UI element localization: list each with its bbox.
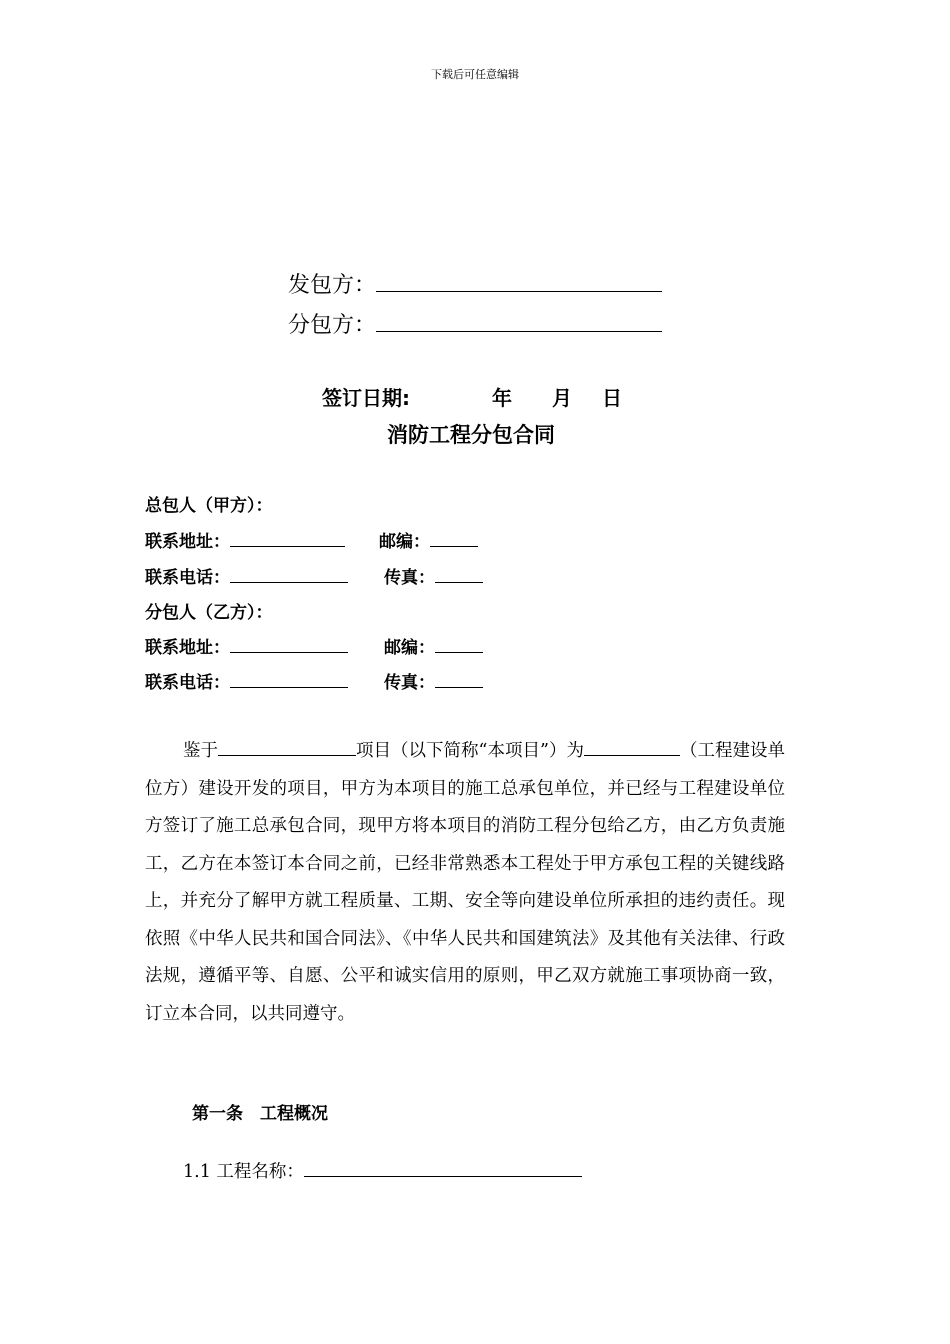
preamble-paragraph [145,733,785,1033]
sign-date-day: 日 [602,386,622,410]
developer-blank[interactable] [584,739,680,756]
party-a-phone-row [145,563,348,588]
party-a-postcode-blank[interactable] [430,530,478,547]
preamble-part-1: 鉴于 [183,741,219,761]
party-b-fax-row [384,668,483,693]
party-b-phone-blank[interactable] [230,671,348,688]
party-a-phone-label: 联系电话： [145,568,230,588]
party-b-address-row [145,633,348,658]
party-b-heading: 分包人（乙方）： [145,603,273,623]
party-a-address-row [145,527,345,552]
party-a-postcode-label: 邮编： [379,532,430,552]
subcontractor-label: 分包方： [288,313,377,338]
party-a-postcode-row [379,527,478,552]
contractor-line [288,268,662,299]
party-a-heading: 总包人（甲方）： [145,496,273,516]
sign-date-label: 签订日期: [322,386,410,410]
party-b-postcode-blank[interactable] [435,636,483,653]
party-b-fax-blank[interactable] [435,671,483,688]
article-1-heading: 第一条 工程概况 [192,1104,328,1124]
project-title-blank[interactable] [304,1160,582,1177]
party-b-postcode-row [384,633,483,658]
party-a-fax-blank[interactable] [435,566,483,583]
sign-date-month: 月 [552,386,572,410]
header-note: 下载后可任意编辑 [431,68,519,81]
subcontractor-line [288,308,662,339]
party-a-fax-label: 传真： [384,568,435,588]
contractor-blank[interactable] [376,271,662,292]
project-name-blank[interactable] [218,739,356,756]
party-b-postcode-label: 邮编： [384,638,435,658]
sign-date [322,382,622,411]
preamble-part-3: （工程建设单位方）建设开发的项目，甲方为本项目的施工总承包单位，并已经与工程建设单位方签订了施工总承包合同，现甲方将本项目的消防工程分包给乙方，由乙方负责施工，乙方在本签订本合同之前，已经非常熟悉本工程处于甲方承包工程的关键线路上，并充分了解甲方就工程质量、工期、安全等向建设单位所承担的违约责任。现依照《中华人民共和国合同法》、《中华人民共和国建筑法》及其他有关法律、行政法规，遵循平等、自愿、公平和诚实信用的原则，甲乙双方就施工事项协商一致，订立本合同，以共同遵守。 [145,741,785,1024]
preamble-part-2: 项目（以下简称“本项目”）为 [356,741,584,761]
party-b-phone-label: 联系电话： [145,673,230,693]
party-a-fax-row [384,563,483,588]
party-b-address-label: 联系地址： [145,638,230,658]
party-a-phone-blank[interactable] [230,566,348,583]
contractor-label: 发包方： [288,273,377,298]
clause-1-1 [183,1158,582,1183]
document-title: 消防工程分包合同 [387,423,555,447]
party-a-address-label: 联系地址： [145,532,230,552]
clause-1-1-number: 1.1 [183,1162,211,1182]
sign-date-year: 年 [492,386,512,410]
subcontractor-blank[interactable] [376,311,662,332]
party-b-address-blank[interactable] [230,636,348,653]
party-b-fax-label: 传真： [384,673,435,693]
party-b-phone-row [145,668,348,693]
clause-1-1-label: 工程名称： [216,1162,304,1182]
party-a-address-blank[interactable] [230,530,345,547]
